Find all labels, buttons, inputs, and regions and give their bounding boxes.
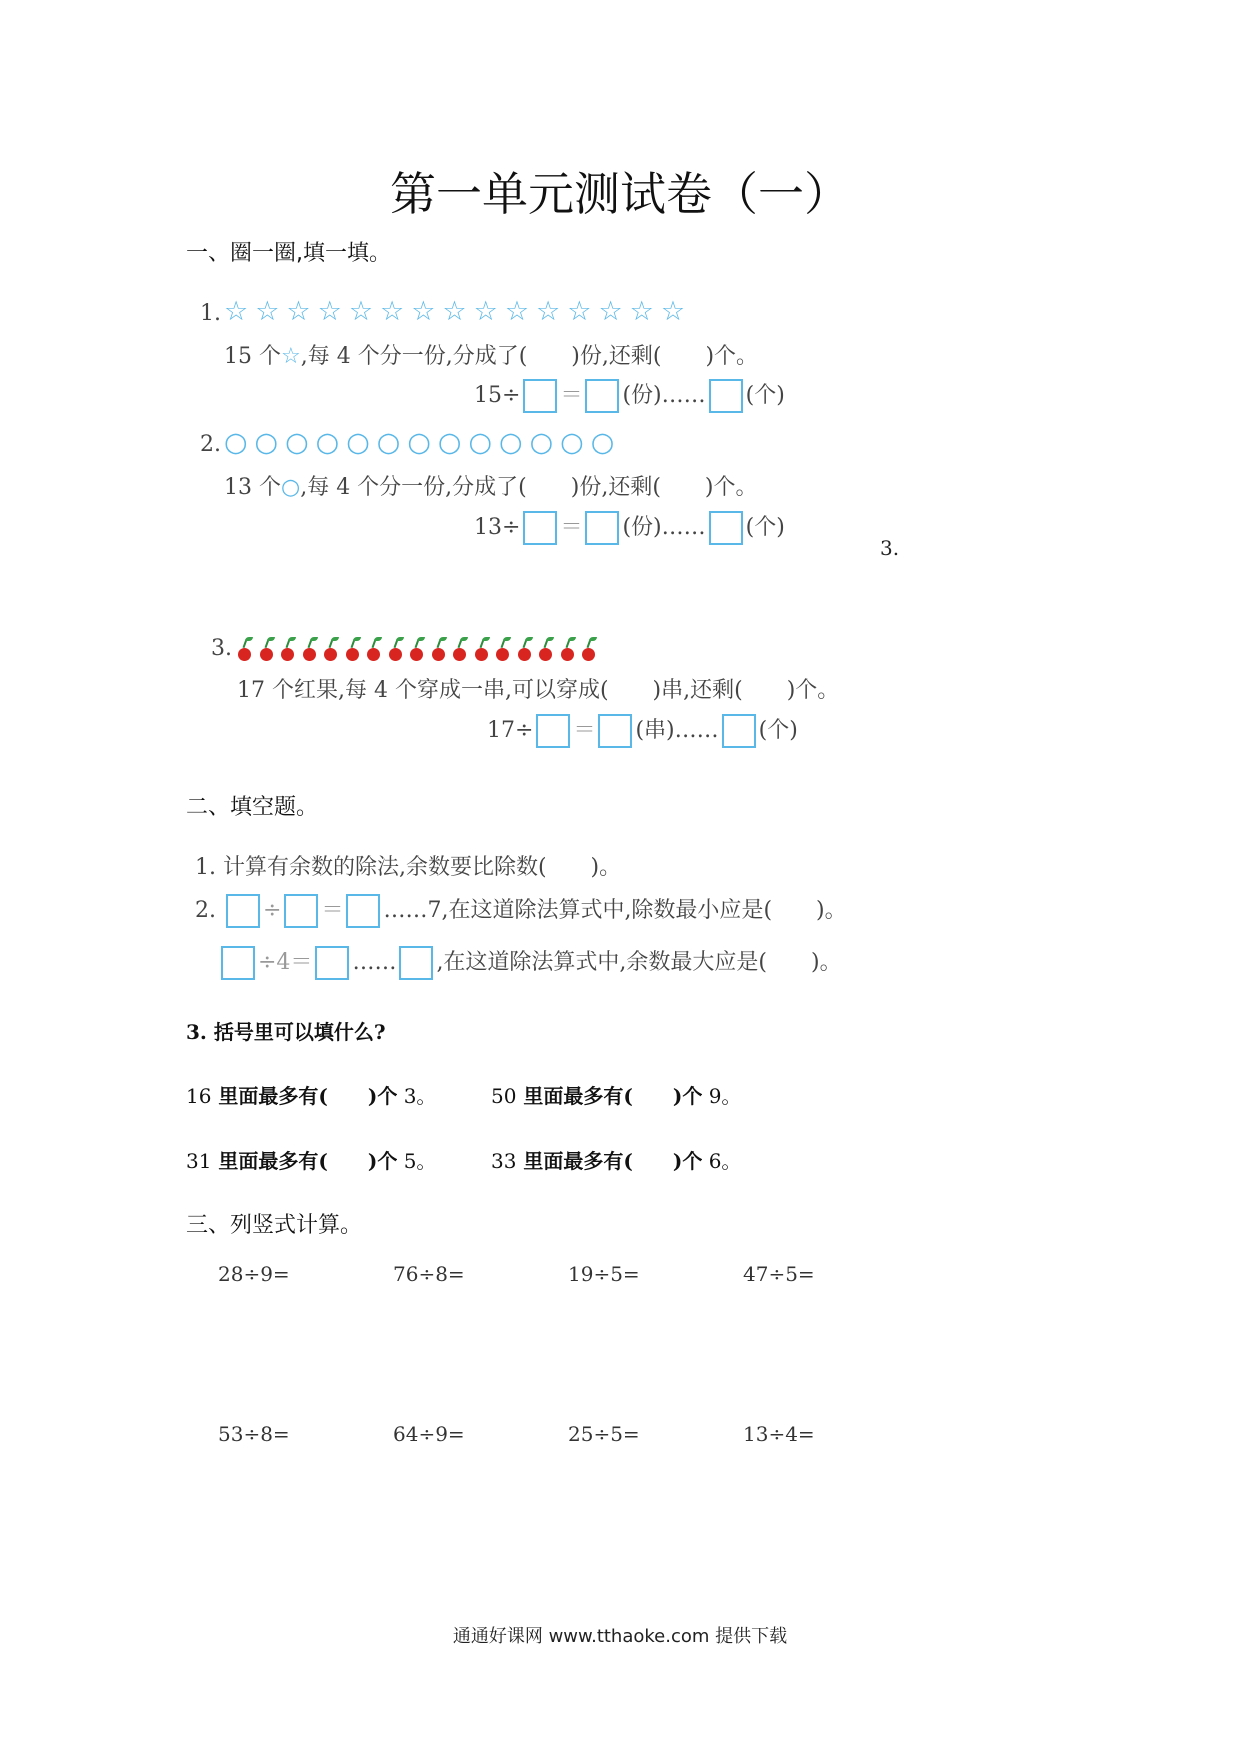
- calc-item: 53÷8=: [218, 1422, 290, 1446]
- calc-item: 28÷9=: [218, 1262, 290, 1286]
- section-3-heading: 三、列竖式计算。: [186, 1213, 363, 1238]
- item-pre: 31: [186, 1149, 212, 1173]
- q3-eq-d: (个): [758, 718, 798, 743]
- q1-eq-d: (个): [745, 383, 785, 408]
- page-title: 第一单元测试卷（一）: [390, 167, 850, 221]
- s2-q2b: [218, 945, 842, 980]
- s2-q2b-tail: ,在这道除法算式中,余数最大应是( )。: [436, 950, 842, 975]
- q2-line-b: ,每 4 个分一份,分成了( )份,还剩( )个。: [300, 475, 758, 500]
- star-icon: ☆: [281, 344, 301, 369]
- s2-q2: [195, 893, 847, 928]
- q2-eq-d: (个): [745, 515, 785, 540]
- calc-item: 76÷8=: [393, 1262, 465, 1286]
- q2-eq-a: 13÷: [474, 515, 521, 540]
- answer-box[interactable]: [598, 714, 632, 748]
- cherry-icon: [518, 648, 531, 661]
- q1-line-a: 15 个: [224, 344, 281, 369]
- answer-box[interactable]: [709, 379, 743, 413]
- item-pre: 33: [491, 1149, 517, 1173]
- q1-eq-a: 15÷: [474, 383, 521, 408]
- cherry-icon: [410, 648, 423, 661]
- s2-q3-item: [186, 1080, 436, 1109]
- answer-box[interactable]: [722, 714, 756, 748]
- q2-eq-c: (份)……: [622, 515, 706, 540]
- s2-q2b-div4: ÷4＝: [258, 950, 313, 975]
- answer-box[interactable]: [585, 511, 619, 545]
- item-pre: 50: [491, 1084, 517, 1108]
- calc-item: 25÷5=: [568, 1422, 640, 1446]
- cherry-icon: [475, 648, 488, 661]
- star-row-icon: ☆☆☆☆☆☆☆☆☆☆☆☆☆☆☆: [224, 296, 693, 327]
- q3-line: 17 个红果,每 4 个穿成一串,可以穿成( )串,还剩( )个。: [237, 678, 840, 703]
- q1-equation: [474, 378, 785, 413]
- answer-box[interactable]: [523, 379, 557, 413]
- cherry-icon: [582, 648, 595, 661]
- item-pre: 16: [186, 1084, 212, 1108]
- item-post: 5。: [397, 1149, 437, 1173]
- s2-q2-num: 2.: [195, 898, 216, 923]
- item-post: 9。: [702, 1084, 742, 1108]
- q1-eq-b: ＝: [560, 383, 583, 408]
- cherry-icon: [453, 648, 466, 661]
- cherry-icon: [324, 648, 337, 661]
- answer-box[interactable]: [399, 946, 433, 980]
- cherry-row-icon: [238, 648, 618, 664]
- answer-box[interactable]: [315, 946, 349, 980]
- footer: 通通好课网 www.tthaoke.com 提供下载: [452, 1626, 788, 1647]
- q3-number: 3.: [211, 636, 232, 661]
- answer-box[interactable]: [346, 894, 380, 928]
- answer-box[interactable]: [536, 714, 570, 748]
- answer-box[interactable]: [284, 894, 318, 928]
- cherry-icon: [539, 648, 552, 661]
- calc-item: 13÷4=: [743, 1422, 815, 1446]
- cherry-icon: [432, 648, 445, 661]
- q3-eq-c: (串)……: [635, 718, 719, 743]
- cherry-icon: [346, 648, 359, 661]
- circle-row-icon: ○○○○○○○○○○○○○: [224, 427, 622, 458]
- q2-equation: [474, 510, 785, 545]
- section-2-heading: 二、填空题。: [186, 795, 319, 820]
- s2-q1: 1. 计算有余数的除法,余数要比除数( )。: [195, 855, 622, 880]
- q2-line-a: 13 个: [224, 475, 281, 500]
- item-mid: 里面最多有( )个: [516, 1149, 703, 1173]
- s2-q2-eq: ＝: [321, 898, 344, 923]
- answer-box[interactable]: [585, 379, 619, 413]
- item-mid: 里面最多有( )个: [211, 1149, 398, 1173]
- section-1-heading: 一、圈一圈,填一填。: [186, 241, 391, 266]
- answer-box[interactable]: [523, 511, 557, 545]
- s2-q3-item: [491, 1080, 741, 1109]
- circle-icon: ○: [281, 475, 301, 500]
- s2-q3-item: [491, 1145, 741, 1174]
- answer-box[interactable]: [226, 894, 260, 928]
- q1-eq-c: (份)……: [622, 383, 706, 408]
- s2-q2-tail: ……7,在这道除法算式中,除数最小应是( )。: [383, 898, 847, 923]
- s2-q3-heading: 3. 括号里可以填什么?: [186, 1020, 386, 1044]
- s2-q3-item: [186, 1145, 436, 1174]
- cherry-icon: [260, 648, 273, 661]
- s2-q2b-dots: ……: [352, 950, 397, 975]
- q2-eq-b: ＝: [560, 515, 583, 540]
- q3-eq-a: 17÷: [487, 718, 534, 743]
- q1-number: 1.: [200, 301, 221, 326]
- item-post: 3。: [397, 1084, 437, 1108]
- item-mid: 里面最多有( )个: [211, 1084, 398, 1108]
- item-post: 6。: [702, 1149, 742, 1173]
- q3-equation: [487, 713, 798, 748]
- cherry-icon: [303, 648, 316, 661]
- calc-item: 19÷5=: [568, 1262, 640, 1286]
- s2-q2-div: ÷: [263, 898, 282, 923]
- cherry-icon: [561, 648, 574, 661]
- q1-line-b: ,每 4 个分一份,分成了( )份,还剩( )个。: [300, 344, 759, 369]
- cherry-icon: [281, 648, 294, 661]
- answer-box[interactable]: [709, 511, 743, 545]
- cherry-icon: [389, 648, 402, 661]
- item-mid: 里面最多有( )个: [516, 1084, 703, 1108]
- cherry-icon: [238, 648, 251, 661]
- answer-box[interactable]: [221, 946, 255, 980]
- stray-label: 3.: [880, 536, 900, 560]
- calc-item: 47÷5=: [743, 1262, 815, 1286]
- cherry-icon: [367, 648, 380, 661]
- cherry-icon: [496, 648, 509, 661]
- q3-eq-b: ＝: [573, 718, 596, 743]
- q1-line: [224, 339, 758, 370]
- q2-line: [224, 470, 758, 501]
- calc-item: 64÷9=: [393, 1422, 465, 1446]
- q2-number: 2.: [200, 432, 221, 457]
